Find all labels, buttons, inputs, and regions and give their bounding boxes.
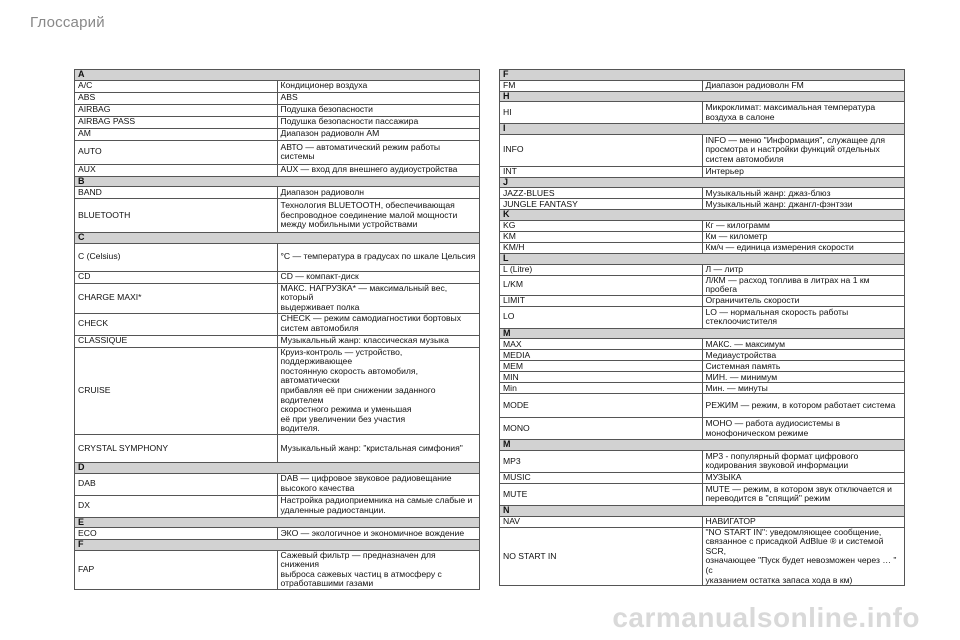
term-cell: FAP [75, 550, 278, 589]
term-cell: MP3 [500, 450, 703, 472]
glossary-row [500, 264, 905, 275]
letter-header: M [500, 440, 905, 451]
letter-header: K [500, 210, 905, 221]
glossary-row [75, 313, 480, 335]
definition-cell: ЭКО — экологичное и экономичное вождение [277, 528, 480, 540]
definition-cell: МАКС. — максимум [702, 339, 905, 350]
glossary-row [75, 528, 480, 540]
definition-cell: МУЗЫКА [702, 472, 905, 483]
term-cell: MONO [500, 418, 703, 440]
letter-header-row [500, 328, 905, 339]
letter-header-row [75, 517, 480, 528]
glossary-row [75, 116, 480, 128]
glossary-row [75, 473, 480, 495]
glossary-row [500, 394, 905, 418]
letter-header: M [500, 328, 905, 339]
term-cell: MODE [500, 394, 703, 418]
definition-cell: АВТО — автоматический режим работы системы [277, 140, 480, 164]
term-cell: CRUISE [75, 347, 278, 434]
letter-header-row [75, 462, 480, 473]
letter-header: E [75, 517, 480, 528]
term-cell: KG [500, 220, 703, 231]
glossary-row [75, 92, 480, 104]
term-cell: DAB [75, 473, 278, 495]
term-cell: CRYSTAL SYMPHONY [75, 434, 278, 462]
glossary-column-left [74, 69, 480, 590]
glossary-row [75, 80, 480, 92]
letter-header-row [75, 70, 480, 81]
definition-cell: Музыкальный жанр: джангл-фэнтэзи [702, 199, 905, 210]
letter-header: B [75, 176, 480, 187]
glossary-row [500, 242, 905, 253]
definition-cell: Музыкальный жанр: джаз-блюз [702, 188, 905, 199]
term-cell: Min [500, 383, 703, 394]
term-cell: MEM [500, 361, 703, 372]
definition-cell: CHECK — режим самодиагностики бортовых систем автомобиля [277, 313, 480, 335]
letter-header: H [500, 91, 905, 102]
term-cell: FM [500, 80, 703, 91]
term-cell: CHECK [75, 313, 278, 335]
definition-cell: Подушка безопасности пассажира [277, 116, 480, 128]
glossary-row [500, 166, 905, 177]
definition-cell: МАКС. НАГРУЗКА* — максимальный вес, который выдерживает полка [277, 283, 480, 313]
definition-cell: Подушка безопасности [277, 104, 480, 116]
term-cell: ECO [75, 528, 278, 540]
definition-cell: Сажевый фильтр — предназначен для снижения выброса сажевых частиц в атмосферу с отработавшими газами [277, 550, 480, 589]
glossary-row [500, 372, 905, 383]
definition-cell: MUTE — режим, в котором звук отключается и переводится в "спящий" режим [702, 483, 905, 505]
glossary-row [500, 275, 905, 295]
glossary-row [75, 271, 480, 283]
term-cell: LO [500, 306, 703, 328]
term-cell: ABS [75, 92, 278, 104]
definition-cell: НАВИГАТОР [702, 516, 905, 527]
definition-cell: LO — нормальная скорость работы стеклоочистителя [702, 306, 905, 328]
term-cell: HI [500, 102, 703, 124]
glossary-row [500, 339, 905, 350]
glossary-row [500, 295, 905, 306]
term-cell: AUX [75, 164, 278, 176]
glossary-row [500, 527, 905, 586]
watermark: carmanualsonline.info [612, 602, 920, 633]
term-cell: JAZZ-BLUES [500, 188, 703, 199]
term-cell: KM/H [500, 242, 703, 253]
definition-cell: Ограничитель скорости [702, 295, 905, 306]
letter-header: I [500, 124, 905, 135]
letter-header-row [500, 210, 905, 221]
glossary-row [75, 199, 480, 233]
glossary-table-right [499, 69, 905, 586]
definition-cell: CD — компакт-диск [277, 271, 480, 283]
glossary-row [75, 434, 480, 462]
term-cell: BLUETOOTH [75, 199, 278, 233]
term-cell: MUSIC [500, 472, 703, 483]
letter-header: A [75, 70, 480, 81]
glossary-row [75, 495, 480, 517]
definition-cell: Диапазон радиоволн AM [277, 128, 480, 140]
letter-header-row [75, 233, 480, 244]
letter-header-row [500, 91, 905, 102]
term-cell: JUNGLE FANTASY [500, 199, 703, 210]
term-cell: NAV [500, 516, 703, 527]
glossary-row [500, 418, 905, 440]
definition-cell: Л — литр [702, 264, 905, 275]
letter-header-row [500, 70, 905, 81]
glossary-row [500, 450, 905, 472]
glossary-row [75, 335, 480, 347]
glossary-row [75, 128, 480, 140]
glossary-row [500, 350, 905, 361]
glossary-row [75, 140, 480, 164]
glossary-row [500, 80, 905, 91]
glossary-row [500, 361, 905, 372]
glossary-row [500, 231, 905, 242]
letter-header: F [75, 540, 480, 551]
term-cell: CHARGE MAXI* [75, 283, 278, 313]
glossary-table-left [74, 69, 480, 590]
glossary-row [500, 188, 905, 199]
definition-cell: Кондиционер воздуха [277, 80, 480, 92]
letter-header: J [500, 177, 905, 188]
term-cell: CD [75, 271, 278, 283]
term-cell: AIRBAG PASS [75, 116, 278, 128]
glossary-row [500, 199, 905, 210]
glossary-row [500, 472, 905, 483]
definition-cell: Кг — килограмм [702, 220, 905, 231]
definition-cell: Круиз-контроль — устройство, поддерживающее постоянную скорость автомобиля, автоматически прибавляя её при снижении заданного водителем скоростного режима и уменьшая её при увеличении без участия водителя. [277, 347, 480, 434]
definition-cell: Мин. — минуты [702, 383, 905, 394]
definition-cell: MP3 - популярный формат цифрового кодирования звуковой информации [702, 450, 905, 472]
letter-header-row [500, 124, 905, 135]
definition-cell: AUX — вход для внешнего аудиоустройства [277, 164, 480, 176]
definition-cell: Л/КМ — расход топлива в литрах на 1 км пробега [702, 275, 905, 295]
definition-cell: МИН. — минимум [702, 372, 905, 383]
term-cell: AM [75, 128, 278, 140]
glossary-row [500, 516, 905, 527]
definition-cell: Микроклимат: максимальная температура воздуха в салоне [702, 102, 905, 124]
term-cell: INFO [500, 134, 703, 166]
letter-header-row [75, 540, 480, 551]
letter-header-row [500, 253, 905, 264]
term-cell: L/KM [500, 275, 703, 295]
letter-header: D [75, 462, 480, 473]
term-cell: AUTO [75, 140, 278, 164]
glossary-row [500, 306, 905, 328]
term-cell: MUTE [500, 483, 703, 505]
definition-cell: INFO — меню "Информация", служащее для просмотра и настройки функций отдельных систем автомобиля [702, 134, 905, 166]
letter-header: C [75, 233, 480, 244]
letter-header: F [500, 70, 905, 81]
definition-cell: Музыкальный жанр: классическая музыка [277, 335, 480, 347]
term-cell: MIN [500, 372, 703, 383]
definition-cell: Диапазон радиоволн [277, 187, 480, 199]
glossary-row [500, 220, 905, 231]
term-cell: LIMIT [500, 295, 703, 306]
term-cell: INT [500, 166, 703, 177]
glossary-row [75, 164, 480, 176]
glossary-row [75, 243, 480, 271]
definition-cell: Музыкальный жанр: "кристальная симфония" [277, 434, 480, 462]
glossary-row [75, 283, 480, 313]
definition-cell: Км/ч — единица измерения скорости [702, 242, 905, 253]
definition-cell: Диапазон радиоволн FM [702, 80, 905, 91]
definition-cell: Системная память [702, 361, 905, 372]
glossary-row [75, 104, 480, 116]
definition-cell: Настройка радиоприемника на самые слабые и удаленные радиостанции. [277, 495, 480, 517]
letter-header-row [500, 177, 905, 188]
glossary-column-right [499, 69, 905, 586]
letter-header-row [500, 505, 905, 516]
term-cell: NO START IN [500, 527, 703, 586]
glossary-row [500, 102, 905, 124]
definition-cell: Технология BLUETOOTH, обеспечивающая беспроводное соединение малой мощности между мобильными устройствами [277, 199, 480, 233]
letter-header-row [75, 176, 480, 187]
letter-header: L [500, 253, 905, 264]
definition-cell: Км — километр [702, 231, 905, 242]
glossary-row [75, 187, 480, 199]
term-cell: KM [500, 231, 703, 242]
definition-cell: МОНО — работа аудиосистемы в монофоническом режиме [702, 418, 905, 440]
definition-cell: РЕЖИМ — режим, в котором работает система [702, 394, 905, 418]
term-cell: L (Litre) [500, 264, 703, 275]
page-title: Глоссарий [30, 14, 105, 31]
glossary-row [500, 483, 905, 505]
definition-cell: °C — температура в градусах по шкале Цельсия [277, 243, 480, 271]
glossary-row [500, 134, 905, 166]
term-cell: DX [75, 495, 278, 517]
definition-cell: "NO START IN": уведомляющее сообщение, связанное с присадкой AdBlue ® и системой SCR, означающее "Пуск будет невозможен через … " (с указанием остатка запаса хода в км) [702, 527, 905, 586]
term-cell: MAX [500, 339, 703, 350]
definition-cell: ABS [277, 92, 480, 104]
term-cell: BAND [75, 187, 278, 199]
definition-cell: Медиаустройства [702, 350, 905, 361]
glossary-row [75, 550, 480, 589]
term-cell: C (Celsius) [75, 243, 278, 271]
glossary-row [500, 383, 905, 394]
term-cell: AIRBAG [75, 104, 278, 116]
term-cell: A/C [75, 80, 278, 92]
term-cell: CLASSIQUE [75, 335, 278, 347]
letter-header-row [500, 440, 905, 451]
term-cell: MEDIA [500, 350, 703, 361]
definition-cell: DAB — цифровое звуковое радиовещание высокого качества [277, 473, 480, 495]
definition-cell: Интерьер [702, 166, 905, 177]
letter-header: N [500, 505, 905, 516]
glossary-row [75, 347, 480, 434]
